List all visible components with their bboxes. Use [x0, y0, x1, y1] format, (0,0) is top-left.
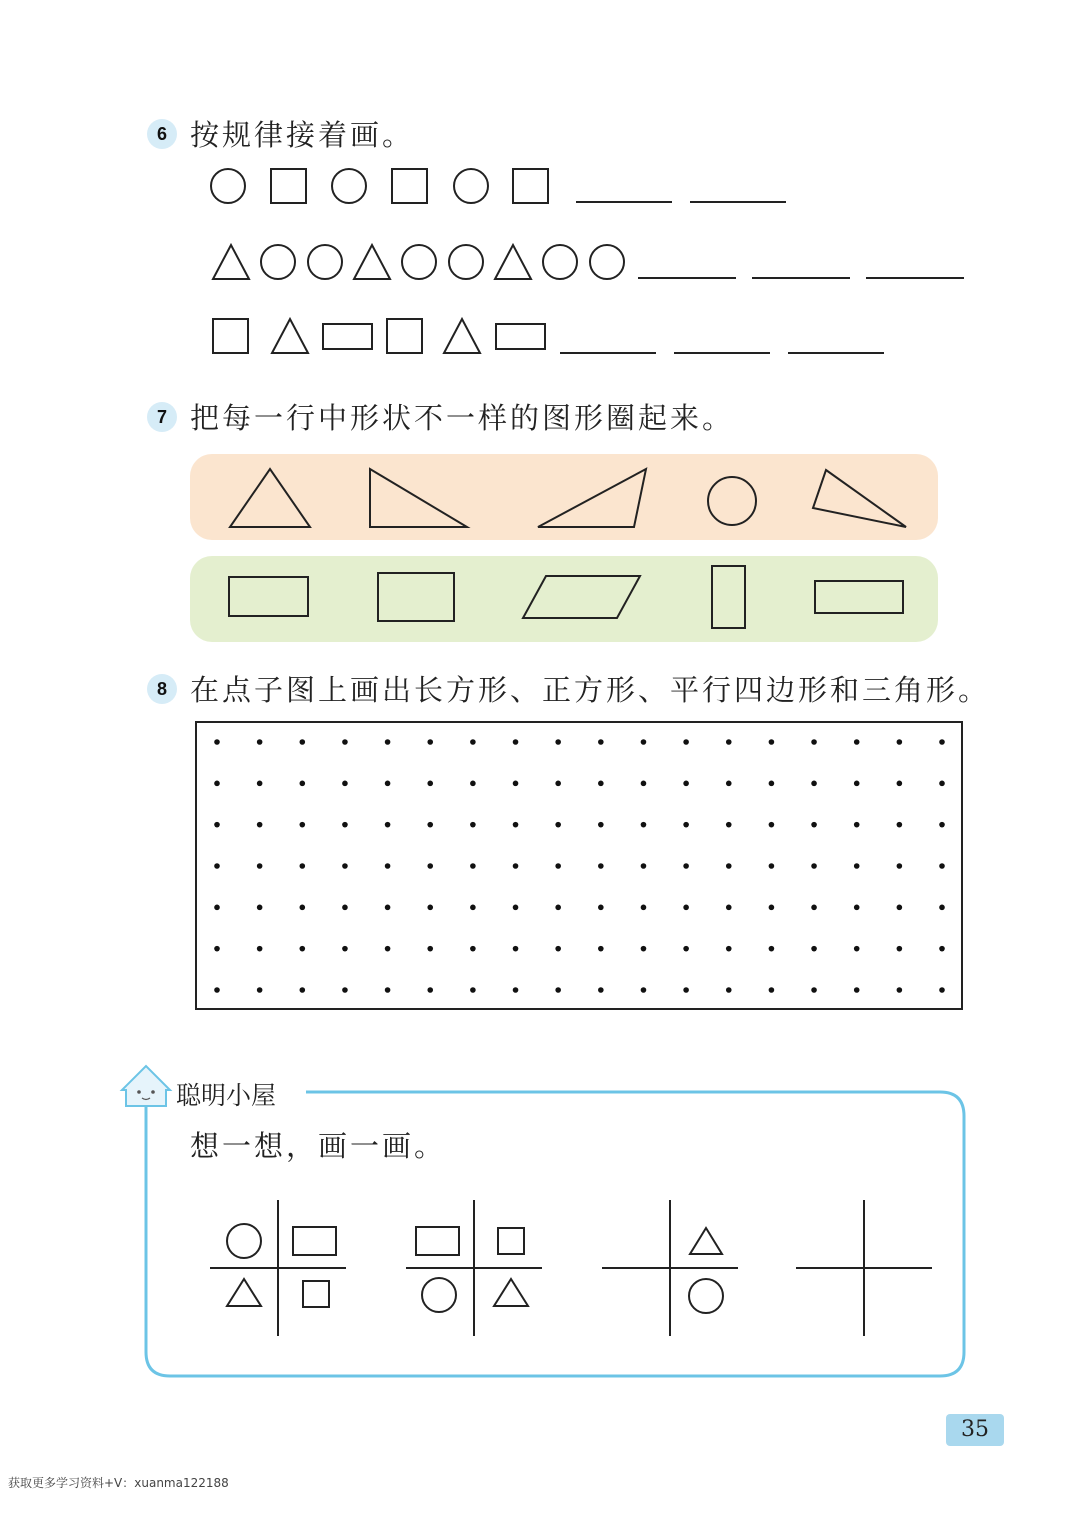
question-6-text: 按规律接着画。	[190, 118, 415, 152]
circle-shape	[422, 1278, 456, 1312]
circle-shape	[227, 1224, 261, 1258]
circle-shape	[689, 1279, 723, 1313]
question-number-8: 8	[147, 674, 177, 704]
triangle-shape	[690, 1228, 722, 1254]
smart-room-title: 聪明小屋	[176, 1076, 290, 1112]
triangle-shape	[494, 1279, 528, 1306]
page-number: 35	[946, 1414, 1004, 1446]
triangle-shape	[227, 1279, 261, 1306]
square-shape	[303, 1281, 329, 1307]
square-shape	[498, 1228, 524, 1254]
question-number-6: 6	[147, 119, 177, 149]
rectangle-shape	[416, 1227, 459, 1255]
question-7-text: 把每一行中形状不一样的图形圈起来。	[190, 401, 735, 435]
smart-room-instruction: 想一想，画一画。	[190, 1129, 447, 1163]
question-8-text: 在点子图上画出长方形、正方形、平行四边形和三角形。	[190, 673, 991, 707]
question-number-7: 7	[147, 402, 177, 432]
rectangle-shape	[293, 1227, 336, 1255]
footer-watermark-text: 获取更多学习资料+V：xuanma122188	[8, 1476, 229, 1490]
